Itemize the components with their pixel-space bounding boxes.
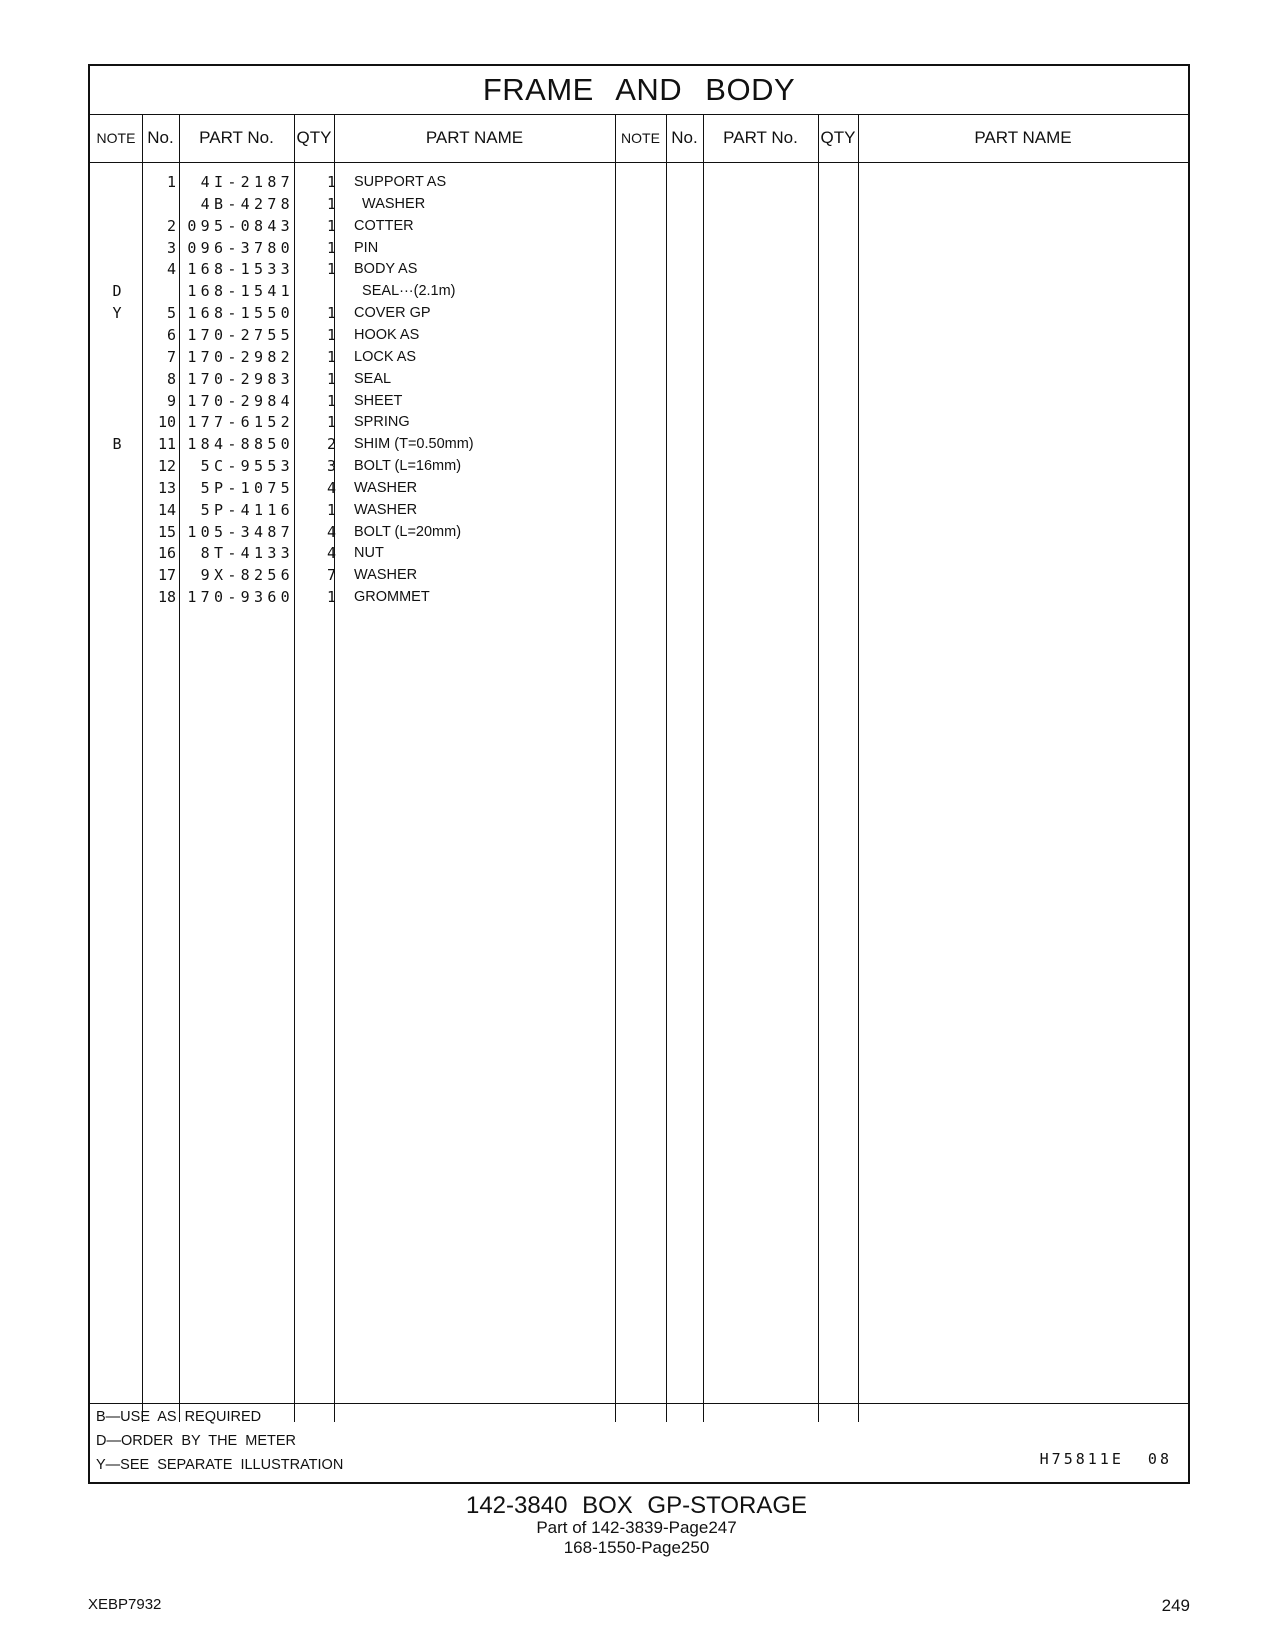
parts-table-frame [88, 64, 1190, 1484]
row-part-name: SPRING [354, 414, 410, 431]
header-part-name-right: PART NAME [974, 128, 1072, 147]
group-caption: 142-3840 BOX GP-STORAGE [465, 1492, 808, 1519]
row-item-number: 17 [157, 566, 176, 585]
row-quantity: 1 [326, 369, 336, 388]
page-title: FRAME AND BODY [90, 66, 1188, 115]
row-note: B [112, 435, 122, 454]
legend-note-y: Y—SEE SEPARATE ILLUSTRATION [96, 1457, 344, 1473]
table-row [90, 237, 650, 260]
row-item-number: 6 [166, 325, 176, 344]
row-item-number: 1 [166, 173, 176, 191]
row-part-name: SEAL [354, 370, 392, 387]
row-quantity: 1 [326, 500, 336, 519]
row-quantity: 1 [326, 260, 336, 279]
table-row [90, 258, 650, 281]
row-item-number: 2 [166, 216, 176, 235]
column-header-row [90, 114, 1188, 163]
row-quantity: 1 [326, 413, 336, 432]
group-caption-parent-ref: Part of 142-3839-Page247 [536, 1518, 737, 1537]
table-row [90, 477, 650, 500]
row-quantity: 1 [326, 325, 336, 344]
row-part-name: SUPPORT AS [354, 174, 447, 190]
row-quantity: 1 [326, 194, 336, 213]
row-part-name: BOLT (L=16mm) [354, 458, 462, 475]
table-row [90, 411, 650, 434]
row-part-number: 5C-9553 [200, 457, 294, 476]
table-row [90, 542, 650, 565]
row-part-name: COVER GP [354, 305, 431, 322]
row-part-number: 095-0843 [187, 216, 294, 235]
table-row [90, 346, 650, 369]
row-item-number: 14 [157, 500, 176, 519]
legend-note-d: D—ORDER BY THE METER [96, 1433, 296, 1449]
row-quantity: 7 [326, 566, 336, 585]
row-quantity: 3 [326, 457, 336, 476]
row-part-number: 184-8850 [187, 435, 294, 454]
row-item-number: 4 [166, 260, 176, 279]
row-part-number: 4B-4278 [200, 194, 294, 213]
row-part-number: 9X-8256 [200, 566, 294, 585]
row-item-number: 11 [157, 435, 176, 454]
row-part-name: COTTER [354, 217, 414, 234]
row-item-number: 15 [157, 522, 176, 541]
header-no-left: No. [147, 128, 174, 147]
row-part-number: 105-3487 [187, 522, 294, 541]
row-item-number: 3 [166, 238, 176, 257]
table-row [90, 302, 650, 325]
row-part-number: 168-1541 [187, 282, 294, 301]
legend-footer [90, 1403, 1188, 1482]
row-item-number: 9 [166, 391, 176, 410]
table-row [90, 586, 650, 609]
row-part-name: WASHER [354, 567, 418, 584]
row-part-name: WASHER [354, 501, 418, 518]
header-part-name-left: PART NAME [425, 128, 524, 147]
row-part-number: 170-2984 [187, 391, 294, 410]
table-row [90, 368, 650, 391]
table-row [90, 280, 650, 303]
group-caption-page-ref: 168-1550-Page250 [563, 1538, 710, 1557]
header-qty-left: QTY [296, 128, 332, 147]
row-part-name: BODY AS [354, 261, 418, 278]
row-part-name: LOCK AS [354, 348, 417, 365]
row-part-number: 170-9360 [187, 588, 294, 607]
table-row [90, 171, 650, 194]
row-item-number: 12 [157, 457, 176, 476]
legend-note-b: B—USE AS REQUIRED [96, 1409, 262, 1425]
row-item-number: 13 [157, 478, 176, 497]
table-row [90, 433, 650, 456]
row-quantity: 2 [326, 435, 336, 454]
row-part-number: 5P-4116 [200, 500, 294, 519]
row-quantity: 4 [326, 522, 336, 541]
header-note-right: NOTE [621, 130, 660, 146]
row-item-number: 7 [166, 347, 176, 366]
table-row [90, 390, 650, 413]
row-item-number: 8 [166, 369, 176, 388]
row-quantity: 4 [326, 544, 336, 563]
header-note-left: NOTE [96, 130, 136, 146]
row-quantity: 1 [326, 588, 336, 607]
row-note: Y [112, 304, 122, 323]
row-part-number: 168-1550 [187, 304, 294, 323]
row-part-number: 8T-4133 [200, 544, 294, 563]
row-item-number: 10 [157, 413, 176, 432]
row-item-number: 16 [157, 544, 176, 563]
table-row [90, 564, 650, 587]
row-part-number: 5P-1075 [200, 478, 294, 497]
parts-list-body [90, 162, 1188, 1420]
document-id: XEBP7932 [88, 1596, 162, 1613]
row-part-name: WASHER [354, 479, 418, 496]
row-part-name: BOLT (L=20mm) [354, 523, 462, 540]
row-part-number: 170-2755 [187, 325, 294, 344]
row-part-name: GROMMET [354, 589, 430, 606]
row-part-number: 168-1533 [187, 260, 294, 279]
table-row [90, 455, 650, 478]
row-quantity: 1 [326, 304, 336, 323]
row-quantity: 1 [326, 216, 336, 235]
header-part-no-right: PART No. [723, 128, 798, 147]
row-item-number: 5 [166, 304, 176, 323]
row-part-number: 4I-2187 [200, 173, 294, 191]
table-row [90, 499, 650, 522]
row-part-name: HOOK AS [354, 326, 420, 343]
document-reference: H75811E 08 [1039, 1450, 1172, 1468]
table-row [90, 193, 650, 216]
row-part-number: 096-3780 [187, 238, 294, 257]
row-part-name: SHIM (T=0.50mm) [354, 436, 474, 453]
row-quantity: 1 [326, 391, 336, 410]
row-quantity: 1 [326, 238, 336, 257]
row-part-number: 170-2982 [187, 347, 294, 366]
row-part-name: SEAL···(2.1m) [354, 283, 456, 300]
row-note: D [112, 282, 122, 301]
table-row [90, 215, 650, 238]
row-item-number: 18 [157, 588, 176, 607]
page-number: 249 [1161, 1596, 1190, 1615]
row-part-name: NUT [354, 545, 384, 562]
row-part-number: 170-2983 [187, 369, 294, 388]
row-part-name: WASHER [354, 195, 426, 212]
row-part-name: PIN [354, 239, 379, 256]
row-quantity: 4 [326, 478, 336, 497]
table-row [90, 324, 650, 347]
header-qty-right: QTY [820, 128, 856, 147]
row-part-name: SHEET [354, 392, 403, 409]
header-no-right: No. [671, 128, 698, 147]
header-part-no-left: PART No. [199, 128, 274, 147]
row-part-number: 177-6152 [187, 413, 294, 432]
row-quantity: 1 [326, 347, 336, 366]
row-quantity: 1 [326, 173, 336, 191]
table-row [90, 521, 650, 544]
